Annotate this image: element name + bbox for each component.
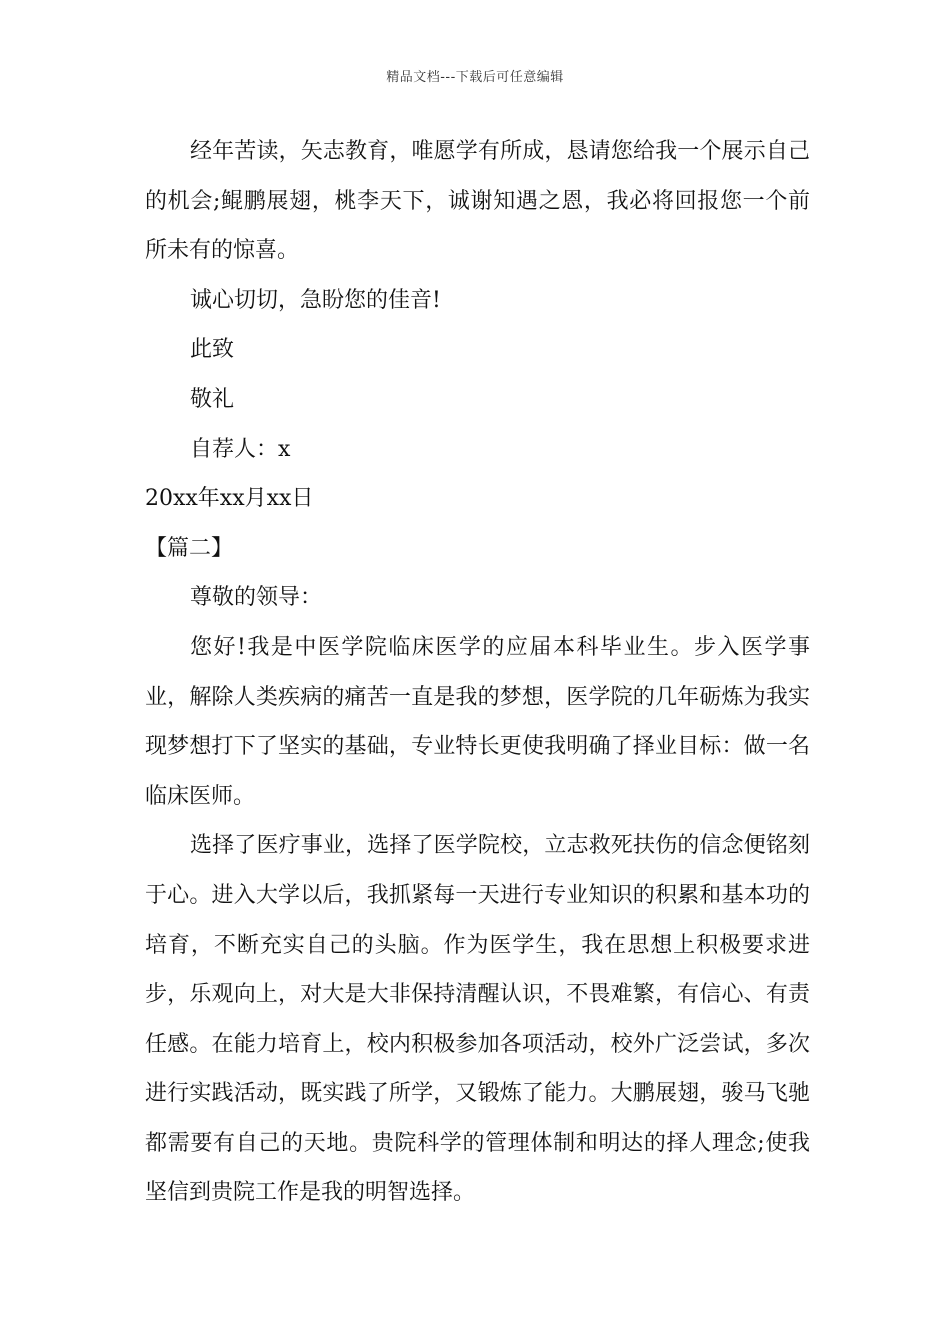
page-header: 精品文档---下载后可任意编辑 bbox=[386, 70, 564, 85]
paragraph-introduction: 您好!我是中医学院临床医学的应届本科毕业生。步入医学事业，解除人类疾病的痛苦一直是我的梦想，医学院的几年砺炼为我实现梦想打下了坚实的基础，专业特长更使我明确了择业目标：做一名临床医师。 bbox=[145, 634, 810, 809]
paragraph-await-reply: 诚心切切，急盼您的佳音! bbox=[190, 287, 441, 313]
paragraph-date: 20xx年xx月xx日 bbox=[145, 486, 314, 512]
paragraph-experience: 选择了医疗事业，选择了医学院校，立志救死扶伤的信念便铭刻于心。进入大学以后，我抓紧每一天进行专业知识的积累和基本功的培育，不断充实自己的头脑。作为医学生，我在思想上积极要求进步，乐观向上，对大是大非保持清醒认识，不畏难繁，有信心、有责任感。在能力培育上，校内积极参加各项活动，校外广泛尝试，多次进行实践活动，既实践了所学，又锻炼了能力。大鹏展翅，骏马飞驰都需要有自己的天地。贵院科学的管理体制和明达的择人理念;使我坚信到贵院工作是我的明智选择。 bbox=[145, 833, 810, 1206]
paragraph-greeting: 尊敬的领导： bbox=[190, 585, 323, 611]
paragraph-salutation-ci-zhi: 此致 bbox=[190, 337, 235, 363]
section-heading: 【篇二】 bbox=[145, 535, 234, 561]
paragraph-signature: 自荐人：x bbox=[190, 436, 291, 462]
paragraph-salutation-jing-li: 敬礼 bbox=[190, 386, 235, 412]
letter-body bbox=[145, 127, 810, 1218]
paragraph-closing-appeal: 经年苦读，矢志教育，唯愿学有所成，恳请您给我一个展示自己的机会;鲲鹏展翅，桃李天下，诚谢知遇之恩，我必将回报您一个前所未有的惊喜。 bbox=[145, 139, 810, 264]
